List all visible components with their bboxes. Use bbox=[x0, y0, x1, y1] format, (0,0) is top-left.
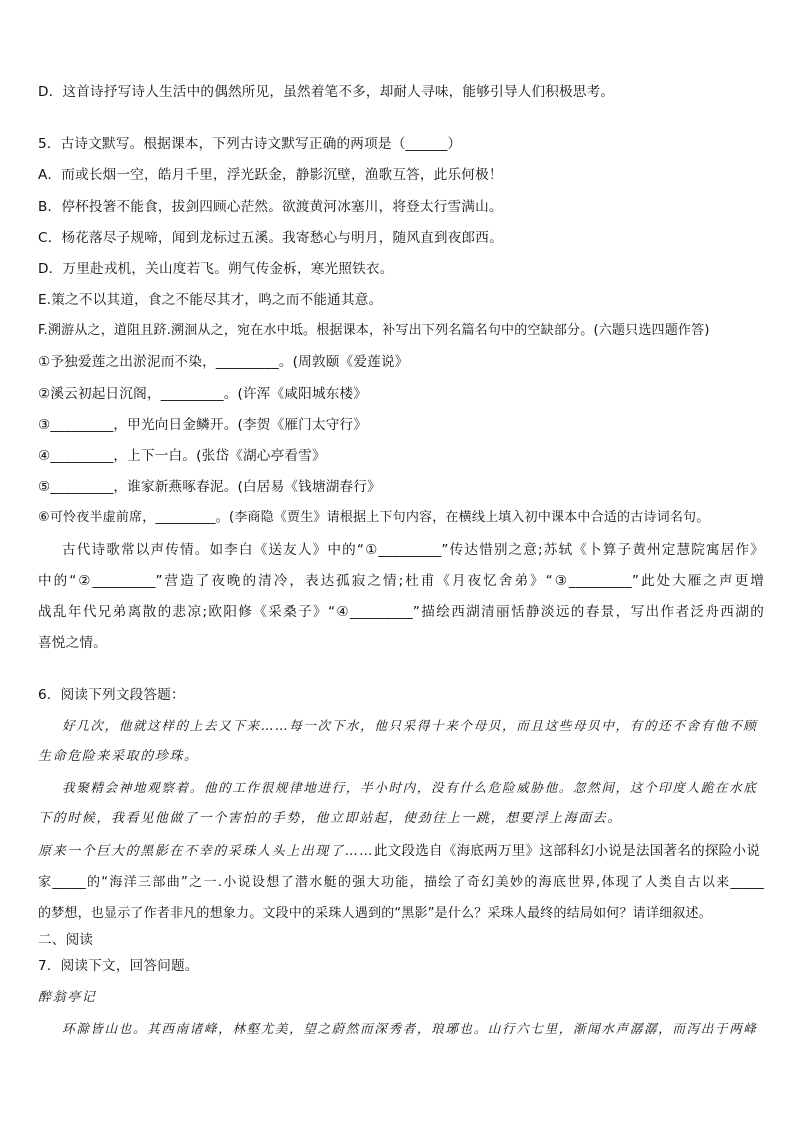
poetry-paragraph-line: 古代诗歌常以声传情。如李白《送友人》中的“①_________”传达惜别之意;苏轼《卜算子黄州定慧院寓居作》 bbox=[62, 542, 764, 558]
essay-paragraph-line: 环滁皆山也。其西南诸峰，林壑尤美，望之蔚然而深秀者，琅琊也。山行六七里，渐闻水声潺潺，而泻出于两峰 bbox=[62, 1021, 758, 1036]
fill-blank-5: ⑤_________，谁家新燕啄春泥。(白居易《钱塘湖春行》 bbox=[38, 479, 381, 495]
q6-excerpt-line: 生命危险来采取的珍珠。 bbox=[38, 749, 199, 764]
q5-option-d: D．万里赴戎机，关山度若飞。朔气传金柝，寒光照铁衣。 bbox=[38, 261, 394, 277]
q6-excerpt-line: 我聚精会神地观察着。他的工作很规律地进行，半小时内，没有什么危险威胁他。忽然间，这个印度人跪在水底 bbox=[62, 780, 758, 795]
q6-question-line bbox=[38, 841, 764, 862]
fill-blank-4: ④_________，上下一白。(张岱《湖心亭看雪》 bbox=[38, 448, 326, 464]
q6-excerpt-end: 原来一个巨大的黑影在不幸的采珠人头上出现了…… bbox=[38, 844, 374, 859]
q5-option-a: A．而或长烟一空，皓月千里，浮光跃金，静影沉壁，渔歌互答，此乐何极！ bbox=[38, 167, 503, 183]
q7-title: 7．阅读下文，回答问题。 bbox=[38, 958, 199, 974]
q6-question-line: 的梦想，也显示了作者非凡的想象力。文段中的采珠人遇到的“黑影”是什么？采珠人最终的结局如何？请详细叙述。 bbox=[38, 906, 712, 921]
q5-option-c: C．杨花落尽子规啼，闻到龙标过五溪。我寄愁心与明月，随风直到夜郎西。 bbox=[38, 230, 503, 246]
q6-excerpt-line: 下的时候，我看见他做了一个害怕的手势，他立即站起，使劲往上一跳，想要浮上海面去。 bbox=[38, 811, 623, 826]
q6-question-text: 此文段选自《海底两万里》这部科幻小说是法国著名的探险小说 bbox=[373, 843, 761, 859]
q6-title: 6．阅读下列文段答题： bbox=[38, 687, 185, 703]
poetry-paragraph-line: 战乱年代兄弟离散的悲凉;欧阳修《采桑子》“④_________”描绘西湖清丽恬静淡远的春景，写出作者泛舟西湖的 bbox=[38, 604, 764, 620]
section-heading: 二、阅读 bbox=[38, 932, 94, 948]
q6-question-line: 家_____的“海洋三部曲”之一.小说设想了潜水艇的强大功能，描绘了奇幻美妙的海底世界,体现了人类自古以来_____ bbox=[38, 875, 764, 890]
q4-option-d: D．这首诗抒写诗人生活中的偶然所见，虽然着笔不多，却耐人寻味，能够引导人们积极思考。 bbox=[38, 84, 615, 100]
q5-option-b: B．停杯投箸不能食，拔剑四顾心茫然。欲渡黄河冰塞川，将登太行雪满山。 bbox=[38, 199, 503, 215]
essay-title: 醉翁亭记 bbox=[38, 990, 97, 1005]
q5-option-e: E.策之不以其道，食之不能尽其才，鸣之而不能通其意。 bbox=[38, 292, 383, 308]
q5-option-f: F.溯游从之，道阻且跻.溯洄从之，宛在水中坻。根据课本，补写出下列名篇名句中的空缺部分。(六题只选四题作答) bbox=[38, 323, 710, 338]
fill-blank-3: ③_________，甲光向日金鳞开。(李贺《雁门太守行》 bbox=[38, 417, 368, 433]
fill-blank-1: ①予独爱莲之出淤泥而不染，_________。(周敦颐《爱莲说》 bbox=[38, 354, 409, 370]
poetry-paragraph-line: 喜悦之情。 bbox=[38, 635, 107, 651]
fill-blank-2: ②溪云初起日沉阁，_________。(许浑《咸阳城东楼》 bbox=[38, 386, 368, 402]
q5-title: 5．古诗文默写。根据课本，下列古诗文默写正确的两项是（______） bbox=[38, 136, 462, 152]
poetry-paragraph-line: 中的“②_________”营造了夜晚的清冷，表达孤寂之情;杜甫《月夜忆舍弟》“③_________”此处大雁之声更增 bbox=[38, 573, 764, 589]
q6-excerpt-line: 好几次，他就这样的上去又下来……每一次下水，他只采得十来个母贝，而且这些母贝中，有的还不舍有他不顾 bbox=[62, 718, 758, 733]
fill-blank-6: ⑥可怜夜半虚前席，_________。(李商隐《贾生》请根据上下句内容，在横线上填入初中课本中合适的古诗词名句。 bbox=[38, 510, 710, 525]
